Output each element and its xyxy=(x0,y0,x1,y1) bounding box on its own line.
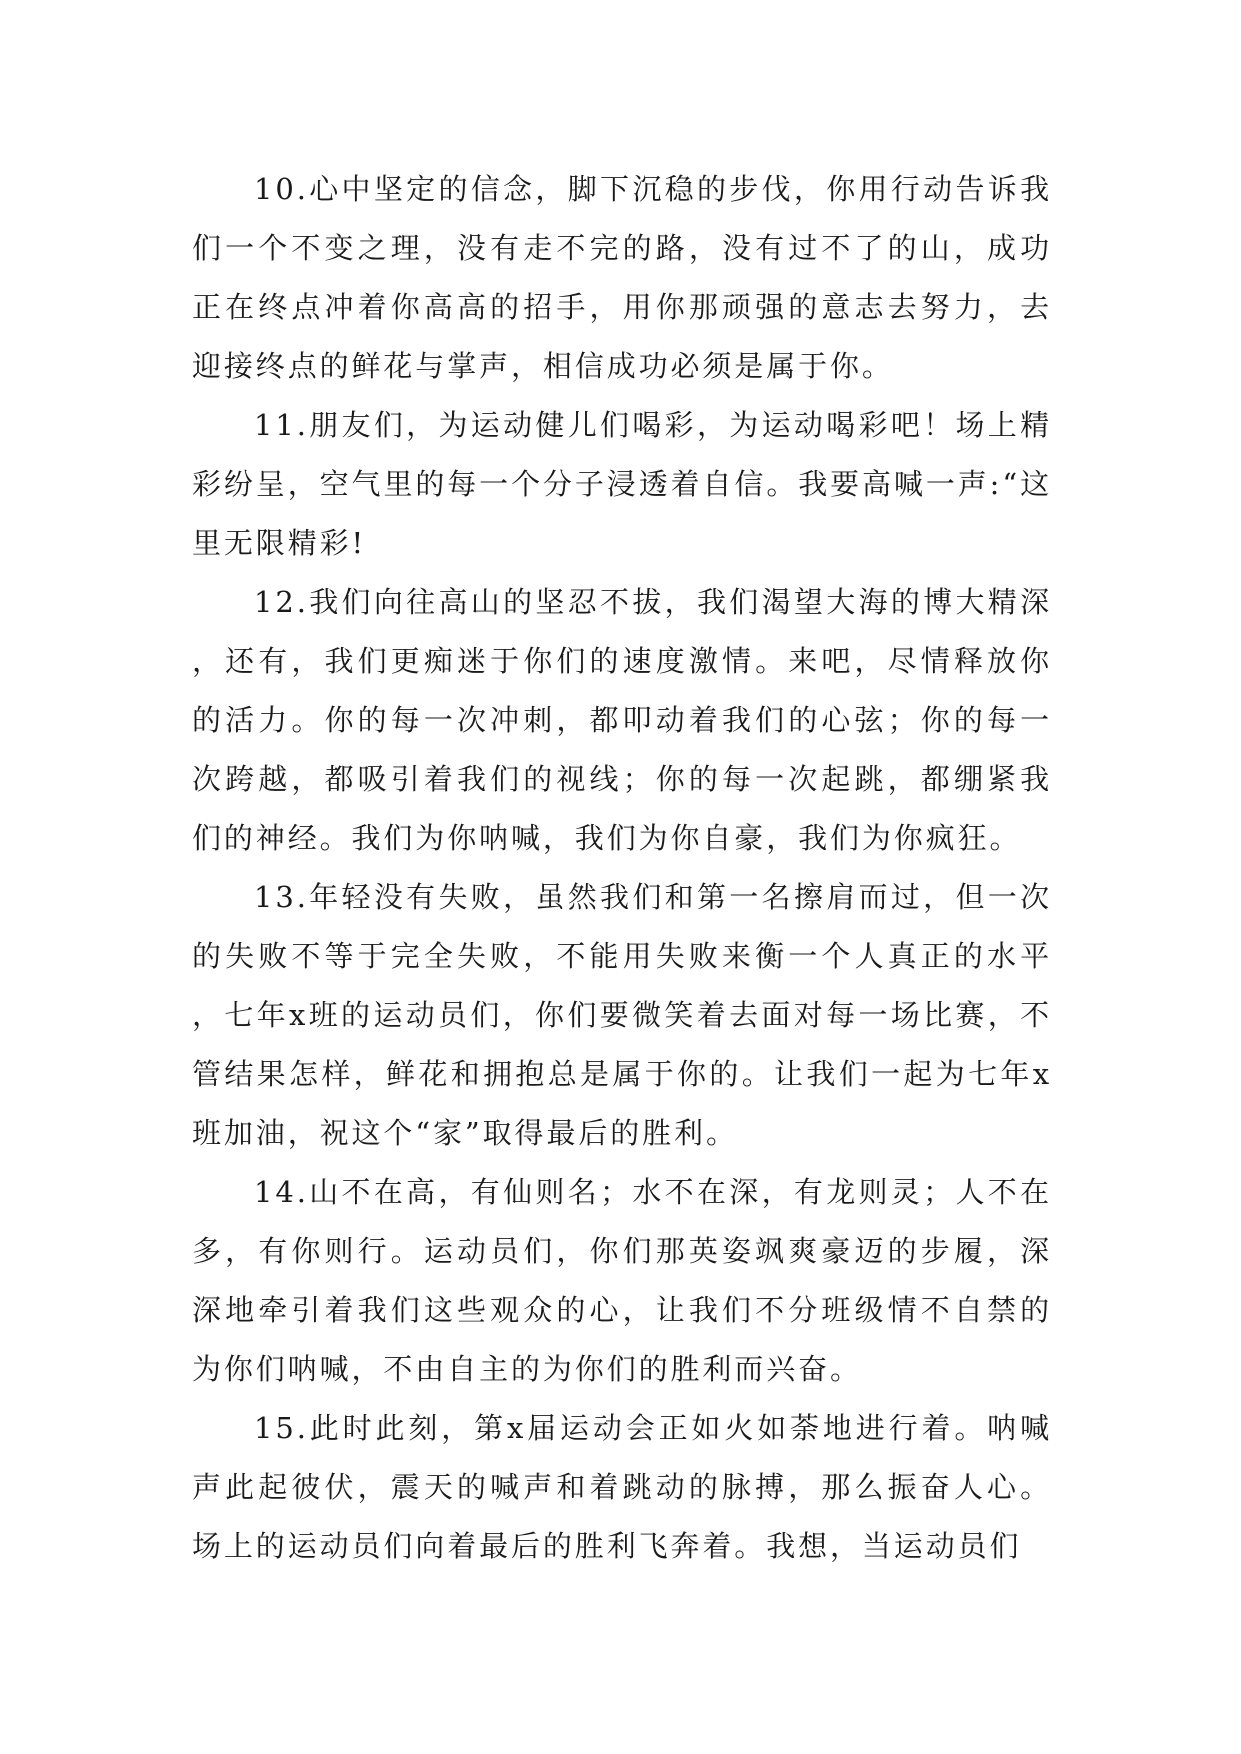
paragraph-11: 11.朋友们，为运动健儿们喝彩，为运动喝彩吧！场上精彩纷呈，空气里的每一个分子浸透着自信。我要高喊一声:“这里无限精彩! xyxy=(192,408,1052,560)
paragraph-13: 13.年轻没有失败，虽然我们和第一名擦肩而过，但一次的失败不等于完全失败，不能用失败来衡一个人真正的水平，七年x班的运动员们，你们要微笑着去面对每一场比赛，不管结果怎样，鲜花和拥抱总是属于你的。让我们一起为七年x班加油，祝这个“家”取得最后的胜利。 xyxy=(192,880,1052,1150)
paragraph-15: 15.此时此刻，第x届运动会正如火如荼地进行着。呐喊声此起彼伏，震天的喊声和着跳动的脉搏，那么振奋人心。场上的运动员们向着最后的胜利飞奔着。我想，当运动员们 xyxy=(192,1411,1052,1563)
paragraph-10: 10.心中坚定的信念，脚下沉稳的步伐，你用行动告诉我们一个不变之理，没有走不完的路，没有过不了的山，成功正在终点冲着你高高的招手，用你那顽强的意志去努力，去迎接终点的鲜花与掌声，相信成功必须是属于你。 xyxy=(192,172,1052,383)
paragraph-14: 14.山不在高，有仙则名；水不在深，有龙则灵；人不在多，有你则行。运动员们，你们那英姿飒爽豪迈的步履，深深地牵引着我们这些观众的心，让我们不分班级情不自禁的为你们呐喊，不由自主的为你们的胜利而兴奋。 xyxy=(192,1175,1052,1386)
document-body xyxy=(192,160,1052,1576)
paragraph-12: 12.我们向往高山的坚忍不拔，我们渴望大海的博大精深，还有，我们更痴迷于你们的速度激情。来吧，尽情释放你的活力。你的每一次冲刺，都叩动着我们的心弦；你的每一次跨越，都吸引着我们的视线；你的每一次起跳，都绷紧我们的神经。我们为你呐喊，我们为你自豪，我们为你疯狂。 xyxy=(192,585,1052,855)
